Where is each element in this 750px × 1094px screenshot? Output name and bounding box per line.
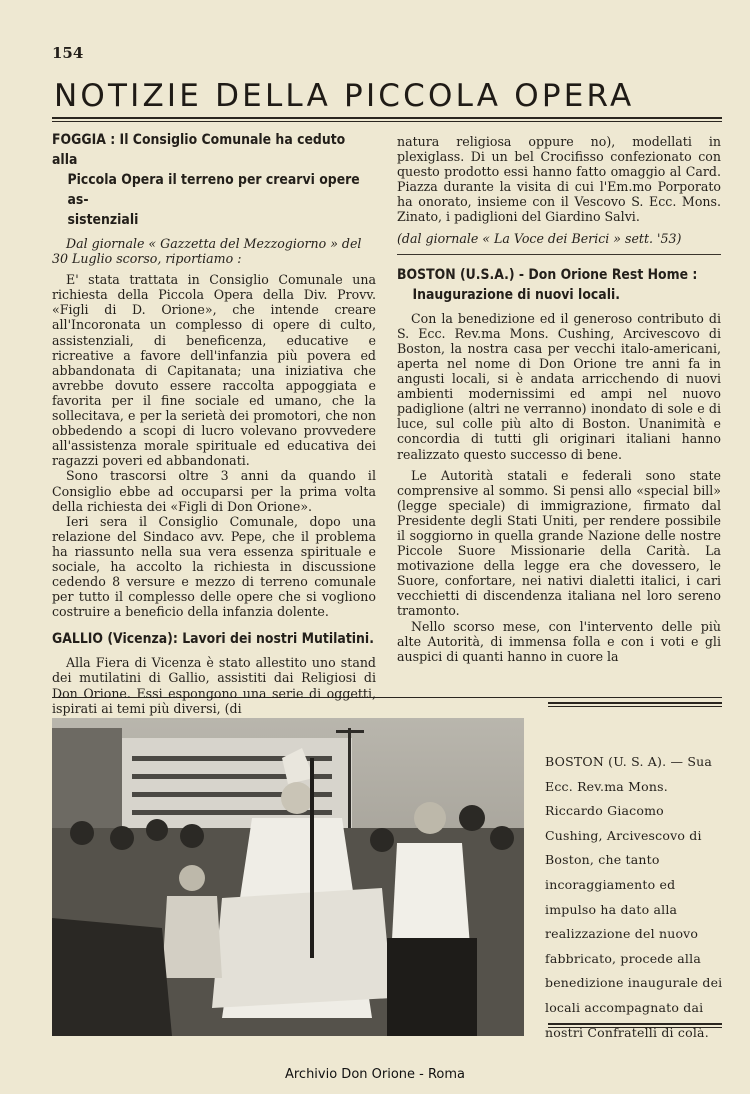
boston-headline	[397, 265, 720, 305]
foggia-headline-line1: FOGGIA : Il Consiglio Comunale ha ceduto alla	[52, 132, 346, 168]
boston-blessing-photo	[52, 718, 524, 1036]
page-number: 154	[52, 44, 84, 62]
photo-section-rule	[52, 697, 722, 698]
gallio-headline: GALLIO (Vicenza): Lavori dei nostri Mutilatini.	[52, 631, 374, 648]
boston-paragraph-2: Le Autorità statali e federali sono state comprensive al sommo. Si pensi allo «special bill» (legge speciale) di immigrazione, firmato dal Presidente degli Stati Uniti, per rendere possibile il soggiorno in quella grande Nazione delle nostre Piccole Suore Missionarie della Carità. La motivazione della legge era che dovessero, le Suore, confortare, nei nativi dialetti italici, i cari vecchietti di discendenza italiana nel loro sereno tramonto.	[397, 467, 721, 619]
foggia-headline	[52, 130, 375, 230]
boston-headline-line2: Inaugurazione di nuovi locali.	[412, 286, 620, 303]
right-column	[397, 134, 721, 664]
gallio-paragraph-1: Alla Fiera di Vicenza è stato allestito uno stand dei mutilatini di Gallio, assistiti dai Religiosi di Don Orione. Essi espongono una serie di oggetti, ispirati ai temi più diversi, (di	[52, 655, 376, 716]
foggia-paragraph-3: Ieri sera il Consiglio Comunale, dopo una relazione del Sindaco avv. Pepe, che il problema ha riassunto nella sua vera essenza spirituale e sociale, ha accolto la richiesta in discussione cedendo 8 versure e mezzo di terreno comunale per tutto il complesso delle opere che si vogliono costruire a beneficio della infanzia dolente.	[52, 513, 376, 620]
title-rule	[52, 117, 722, 122]
photo-caption: BOSTON (U. S. A). — Sua Ecc. Rev.ma Mons. Riccardo Giacomo Cushing, Arcivescovo di Boston, che tanto incoraggiamento ed impulso ha dato alla realizzazione del nuovo fabbricato, procede alla benedizione inaugurale dei locali accompagnato dai nostri Confratelli di colà.	[545, 754, 723, 1040]
foggia-source	[52, 236, 376, 266]
page-title: NOTIZIE DELLA PICCOLA OPERA	[54, 78, 635, 114]
caption-top-rule	[548, 702, 722, 707]
boston-paragraph-1: Con la benedizione ed il generoso contributo di S. Ecc. Rev.ma Mons. Cushing, Arcivescovo di Boston, la nostra casa per vecchi italo-americani, aperta nel nome di Don Orione tre anni fa in angusti locali, si è andata arricchendo di nuovi ambienti modernissimi ed ampi nel nuovo padiglione (altri ne verranno) inondato di sole e di luce, sul colle più alto di Boston. Unanimità e concordia di tutti gli originari italiani hanno realizzato questo successo di bene.	[397, 310, 721, 462]
foggia-paragraph-1: E' stata trattata in Consiglio Comunale una richiesta della Piccola Opera della Div. Provv. «Figli di D. Orione», che intende creare all'Incoronata un complesso di opere di culto, assistenziali, di beneficenza, educative e ricreative a favore dell'infanzia più povera ed abbandonata di Capitanata; una iniziativa che avrebbe dovuto essere raccolta appoggiata e favorita per il fine sociale ed umano, che la sollecitava, e per la serietà dei promotori, che non obbedendo a scopi di lucro volevano provvedere all'assistenza morale spirituale ed educativa dei ragazzi poveri ed abbandonati.	[52, 272, 376, 469]
boston-headline-line1: BOSTON (U.S.A.) - Don Orione Rest Home :	[397, 266, 698, 283]
foggia-source-line2: 30 Luglio scorso, riportiamo :	[52, 251, 242, 267]
boston-paragraph-3: Nello scorso mese, con l'intervento delle più alte Autorità, di immensa folla e con i voti e gli auspici di quanti hanno in cuore la	[397, 618, 721, 664]
foggia-paragraph-2: Sono trascorsi oltre 3 anni da quando il Consiglio ebbe ad occuparsi per la prima volta della richiesta dei «Figli di Don Orione».	[52, 468, 376, 514]
gallio-source: (dal giornale « La Voce dei Berici » sett. '53)	[397, 230, 682, 246]
photo-illustration	[52, 718, 524, 1036]
gallio-paragraph-1-continued: natura religiosa oppure no), modellati in plexiglass. Di un bel Crocifisso confezionato con questo prodotto essi hanno fatto omaggio al Card. Piazza durante la visita di cui l'Em.mo Porporato ha onorato, insieme con il Vescovo S. Ecc. Mons. Zinato, i padiglioni del Giardino Salvi.	[397, 134, 721, 225]
foggia-source-line1: Dal giornale « Gazzetta del Mezzogiorno » del	[66, 236, 362, 251]
foggia-headline-line3: sistenziali	[67, 212, 139, 228]
caption-bottom-rule	[548, 1023, 722, 1028]
foggia-headline-line2: Piccola Opera il terreno per crearvi opere as-	[67, 172, 360, 208]
archive-footer: Archivio Don Orione - Roma	[284, 1067, 466, 1082]
left-column	[52, 130, 376, 716]
section-divider	[397, 254, 721, 255]
